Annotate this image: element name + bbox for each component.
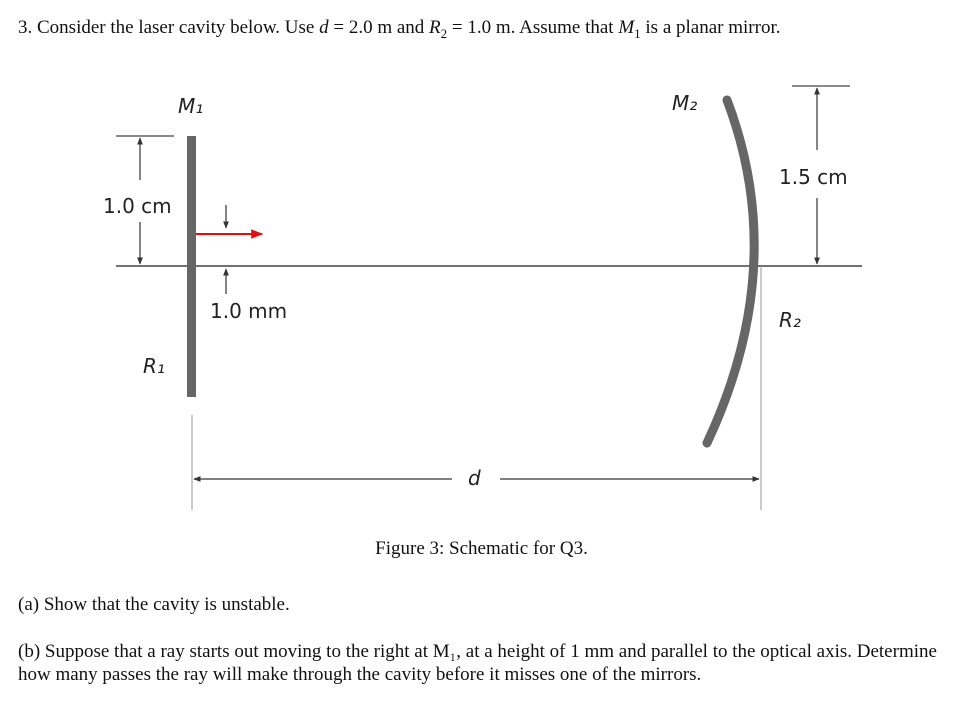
curved-mirror-m2 bbox=[707, 100, 754, 443]
symbol-r: R bbox=[429, 17, 441, 38]
figure-caption: Figure 3: Schematic for Q3. bbox=[375, 538, 588, 559]
label-r2: R₂ bbox=[779, 308, 801, 332]
question-tail: is a planar mirror. bbox=[645, 17, 781, 38]
label-d: d bbox=[468, 466, 481, 490]
symbol-m: M bbox=[618, 17, 635, 38]
planar-mirror-m1 bbox=[187, 136, 196, 397]
label-r1: R₁ bbox=[143, 354, 165, 378]
symbol-m-sub: 1 bbox=[634, 25, 641, 41]
label-m1: M₁ bbox=[178, 94, 204, 118]
symbol-r-sub: 2 bbox=[440, 25, 448, 41]
label-ray-height: 1.0 mm bbox=[210, 299, 288, 323]
part-a: (a) Show that the cavity is unstable. bbox=[18, 594, 290, 615]
symbol-d: d bbox=[319, 17, 329, 38]
question-number: 3. bbox=[18, 17, 33, 38]
label-m1-height: 1.0 cm bbox=[103, 194, 172, 218]
label-m2-height: 1.5 cm bbox=[779, 165, 848, 189]
question-eq2: = 1.0 m. Assume that bbox=[451, 17, 614, 38]
part-b: (b) Suppose that a ray starts out moving to the right at M₁, at a height of 1 mm and parallel to the optical axis. Determine how many passes the ray will make through the cavity before it misses one of the mirrors. bbox=[18, 641, 937, 685]
label-m2: M₂ bbox=[672, 91, 698, 115]
question-lead: Consider the laser cavity below. Use bbox=[37, 17, 315, 38]
question-eq1: = 2.0 m and bbox=[333, 17, 425, 38]
